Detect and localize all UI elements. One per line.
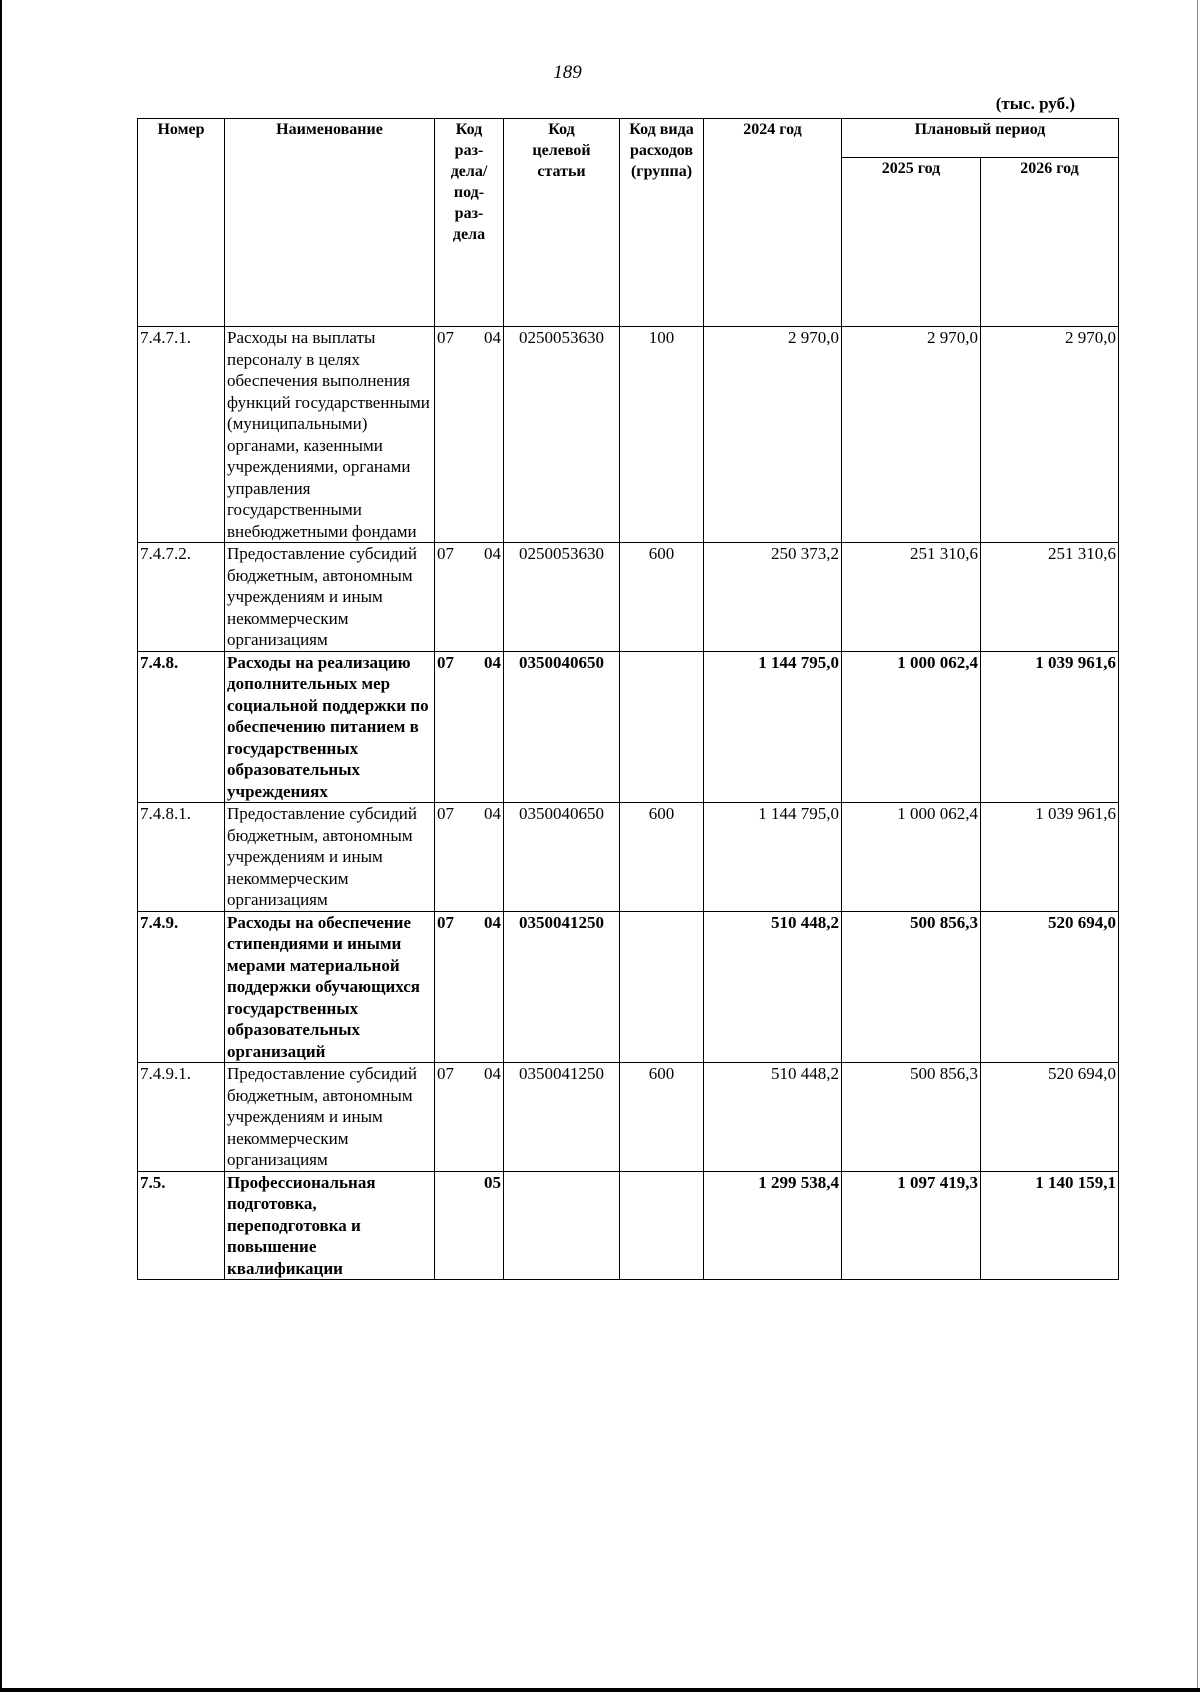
row-number: 7.4.7.2. [138,543,225,652]
row-podrazdel: 04 [484,544,501,563]
row-razdel: 07 [437,328,454,347]
row-target-code: 0350040650 [504,651,620,803]
row-podrazdel: 04 [484,804,501,823]
table-row [138,327,1119,543]
row-razdel: 07 [437,1064,454,1083]
header-number: Номер [138,119,225,327]
row-podrazdel: 04 [484,328,501,347]
row-expense-type: 600 [620,803,704,912]
row-expense-type: 600 [620,543,704,652]
row-expense-type [620,651,704,803]
table-row [138,911,1119,1063]
row-podrazdel: 04 [484,652,501,672]
row-number: 7.4.8. [138,651,225,803]
budget-table [137,118,1119,1280]
table-row [138,1171,1119,1280]
row-expense-type: 600 [620,1063,704,1172]
row-number: 7.4.9.1. [138,1063,225,1172]
row-number: 7.5. [138,1171,225,1280]
row-2024-value: 510 448,2 [704,911,842,1063]
row-2026-value: 520 694,0 [981,1063,1119,1172]
table-row [138,543,1119,652]
row-name: Предоставление субсидий бюджетным, автономным учреждениям и иным некоммерческим организациям [225,543,435,652]
row-name: Расходы на реализацию дополнительных мер социальной поддержки по обеспечению питанием в государственных образовательных учреждениях [225,651,435,803]
row-razdel-cell [435,1063,504,1172]
row-2024-value: 510 448,2 [704,1063,842,1172]
row-expense-type [620,1171,704,1280]
row-target-code [504,1171,620,1280]
row-2026-value: 251 310,6 [981,543,1119,652]
page-number: 189 [553,62,582,83]
row-razdel-cell [435,1171,504,1280]
scan-left-border [0,0,2,1692]
row-2026-value: 520 694,0 [981,911,1119,1063]
row-name: Предоставление субсидий бюджетным, автономным учреждениям и иным некоммерческим организациям [225,803,435,912]
row-target-code: 0250053630 [504,543,620,652]
header-2026: 2026 год [981,158,1119,327]
row-target-code: 0350041250 [504,1063,620,1172]
row-number: 7.4.7.1. [138,327,225,543]
header-name: Наименование [225,119,435,327]
row-2025-value: 2 970,0 [842,327,981,543]
units-label: (тыс. руб.) [995,94,1075,113]
row-2026-value: 1 039 961,6 [981,803,1119,912]
row-2024-value: 1 144 795,0 [704,803,842,912]
row-target-code: 0350041250 [504,911,620,1063]
header-vid: Код вида расходов (группа) [620,119,704,327]
row-name: Расходы на выплаты персоналу в целях обеспечения выполнения функций государственными (муниципальными) органами, казенными учреждениями, органами управления государственными внебюджетными фондами [225,327,435,543]
header-planned-period: Плановый период [842,119,1119,158]
scan-right-border [1197,0,1198,1692]
table-row [138,803,1119,912]
row-name: Профессиональная подготовка, переподготовка и повышение квалификации [225,1171,435,1280]
row-2025-value: 500 856,3 [842,911,981,1063]
row-2024-value: 1 299 538,4 [704,1171,842,1280]
table-row [138,1063,1119,1172]
header-razdel: Код раз- дела/ под- раз- дела [435,119,504,327]
header-target: Код целевой статьи [504,119,620,327]
header-row [138,119,1119,158]
row-2025-value: 1 000 062,4 [842,803,981,912]
row-razdel-cell [435,543,504,652]
row-razdel-cell [435,651,504,803]
row-razdel-cell [435,803,504,912]
row-podrazdel: 05 [484,1172,501,1192]
row-razdel-cell [435,327,504,543]
row-2026-value: 1 039 961,6 [981,651,1119,803]
row-target-code: 0250053630 [504,327,620,543]
header-2025: 2025 год [842,158,981,327]
row-number: 7.4.8.1. [138,803,225,912]
row-2024-value: 1 144 795,0 [704,651,842,803]
scan-bottom-border [0,1688,1200,1692]
row-2026-value: 2 970,0 [981,327,1119,543]
row-expense-type: 100 [620,327,704,543]
row-2025-value: 1 000 062,4 [842,651,981,803]
row-name: Предоставление субсидий бюджетным, автономным учреждениям и иным некоммерческим организациям [225,1063,435,1172]
row-podrazdel: 04 [484,912,501,932]
header-2024: 2024 год [704,119,842,327]
row-2025-value: 500 856,3 [842,1063,981,1172]
row-name: Расходы на обеспечение стипендиями и иными мерами материальной поддержки обучающихся государственных образовательных организаций [225,911,435,1063]
row-razdel: 07 [437,804,454,823]
row-2025-value: 251 310,6 [842,543,981,652]
row-podrazdel: 04 [484,1064,501,1083]
row-2024-value: 2 970,0 [704,327,842,543]
row-2024-value: 250 373,2 [704,543,842,652]
row-razdel: 07 [437,912,454,932]
row-razdel-cell [435,911,504,1063]
row-razdel: 07 [437,544,454,563]
row-expense-type [620,911,704,1063]
row-target-code: 0350040650 [504,803,620,912]
row-razdel: 07 [437,652,454,672]
table-row [138,651,1119,803]
row-2025-value: 1 097 419,3 [842,1171,981,1280]
row-2026-value: 1 140 159,1 [981,1171,1119,1280]
table-body [138,327,1119,1280]
row-number: 7.4.9. [138,911,225,1063]
